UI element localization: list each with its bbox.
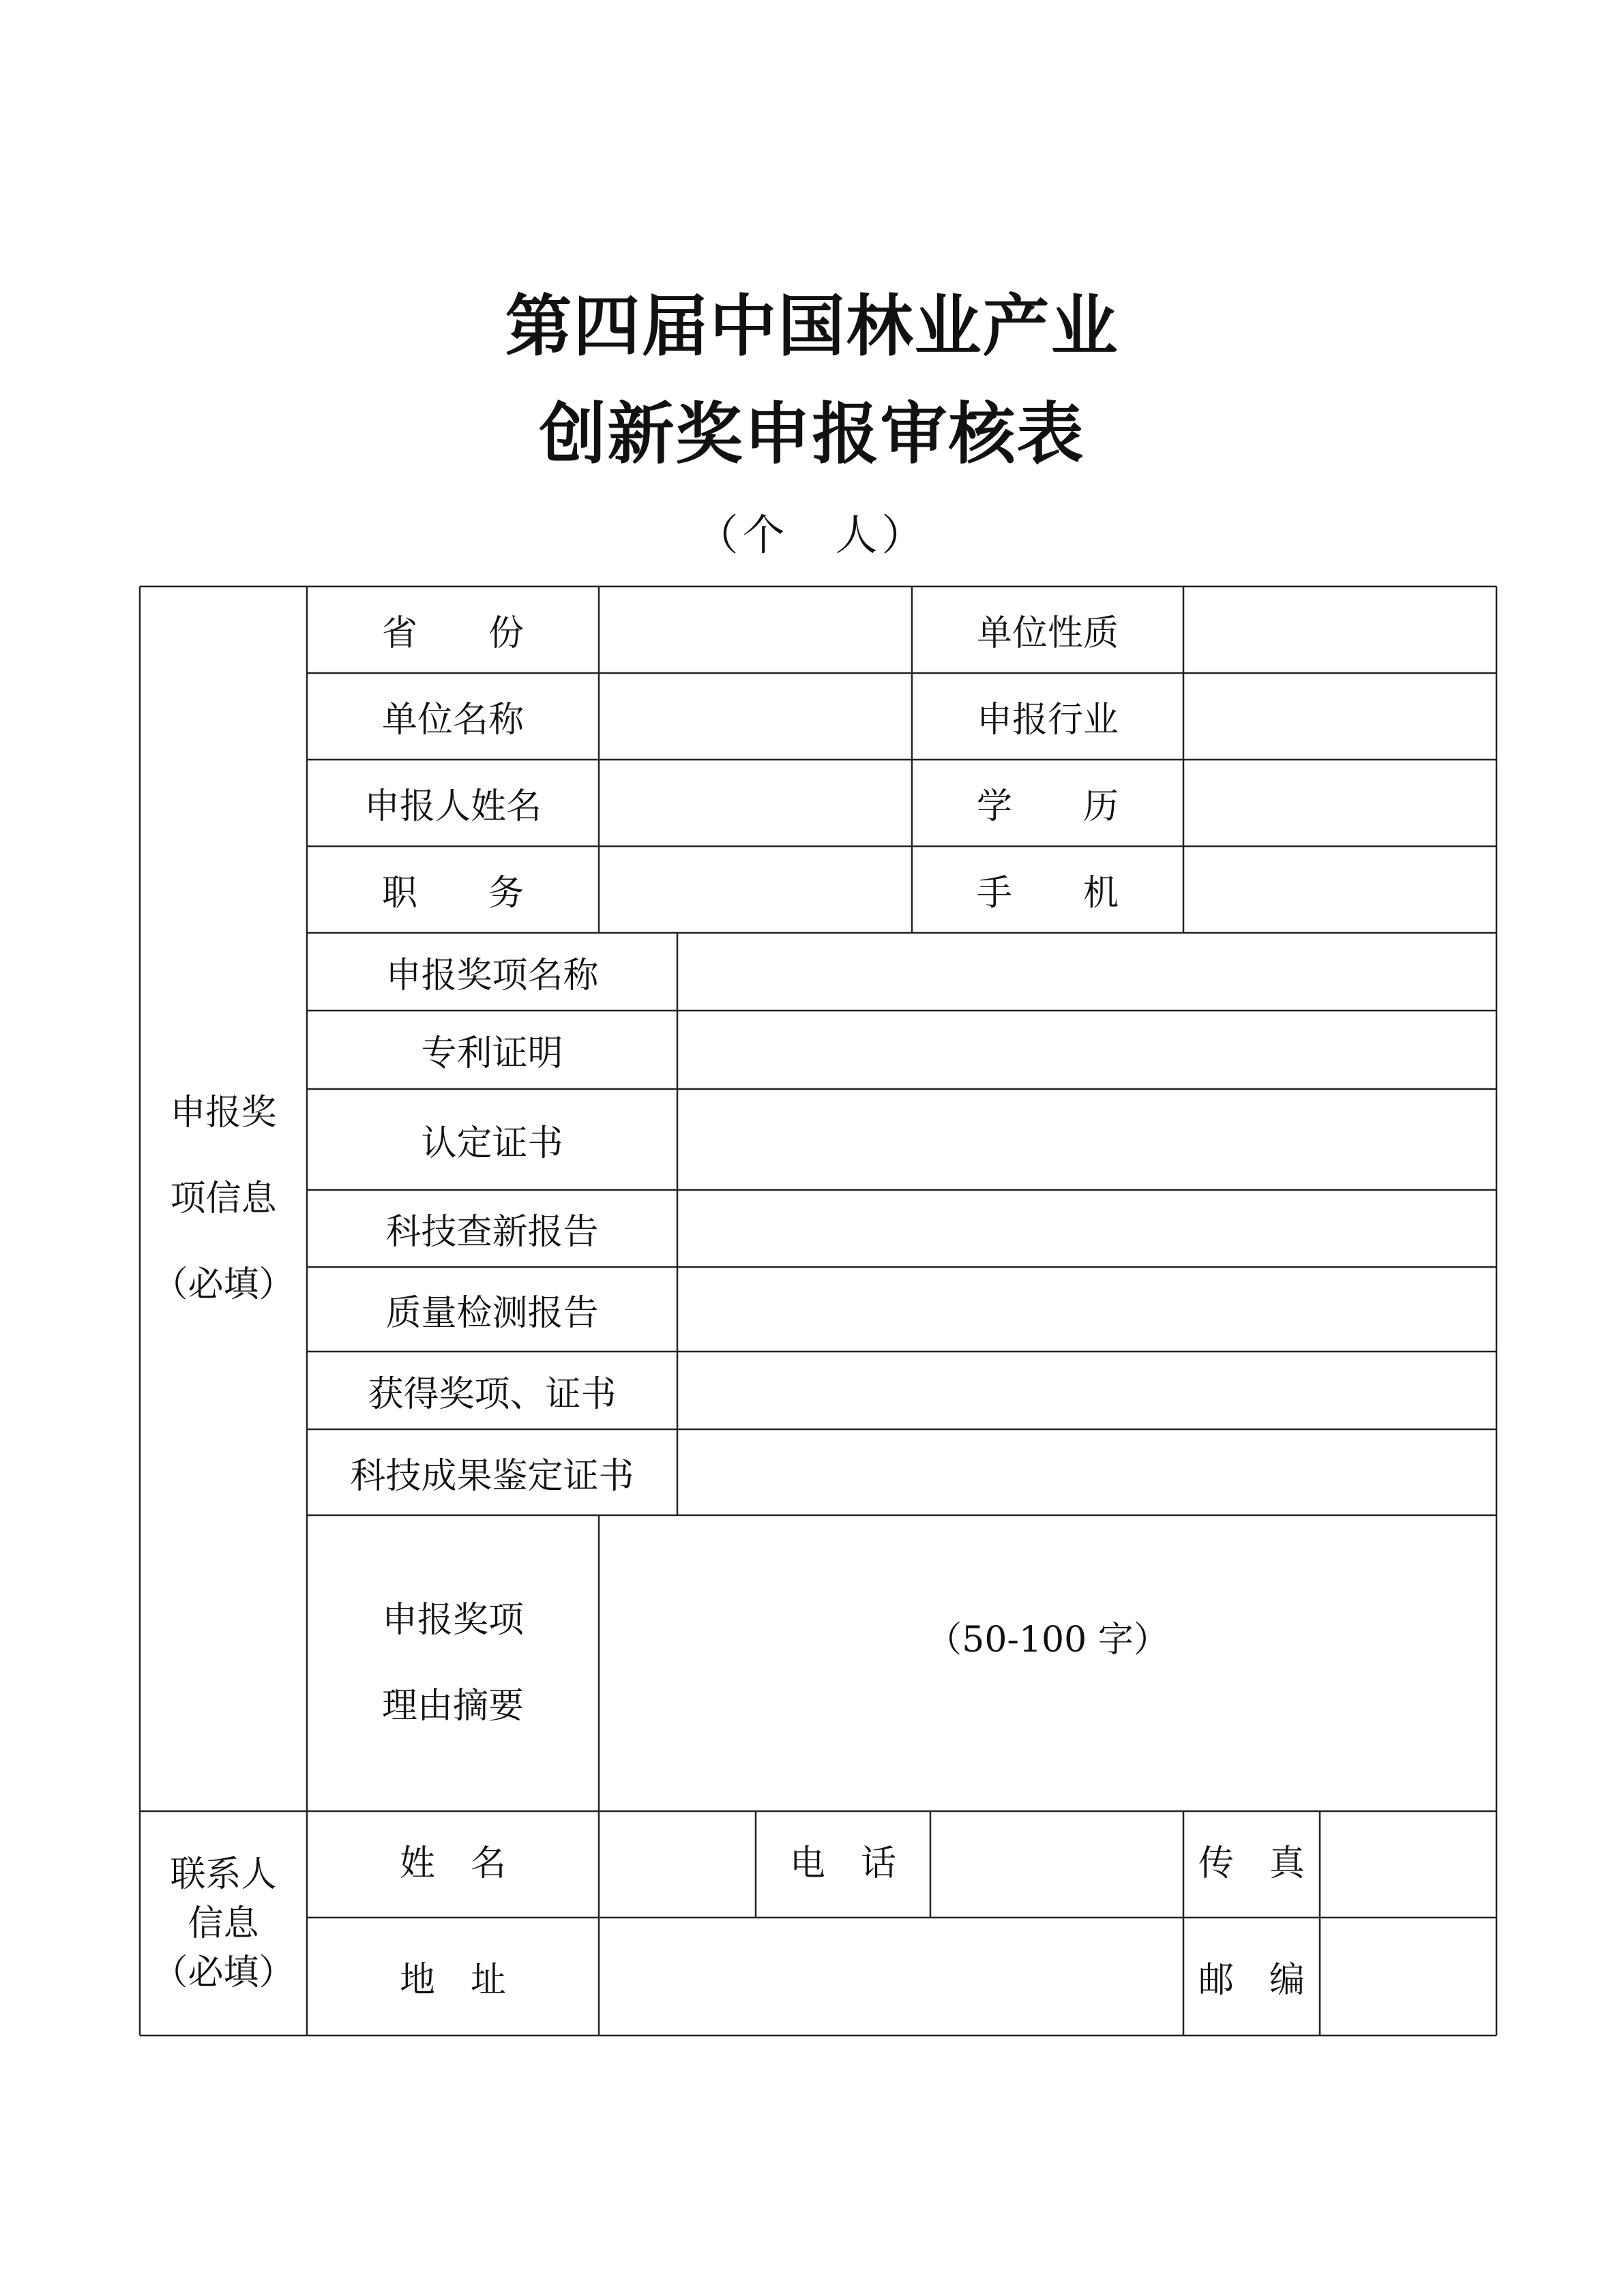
label-unit-nature: 单位性质 xyxy=(976,613,1119,654)
section-contact-line1: 联系人 xyxy=(170,1853,277,1895)
novelty-report-field[interactable] xyxy=(677,1190,1496,1267)
form-subtitle: （个 人） xyxy=(696,510,928,560)
label-quality-report: 质量检测报告 xyxy=(385,1292,599,1334)
label-position: 职 务 xyxy=(381,873,524,914)
contact-name-field[interactable] xyxy=(599,1811,756,1918)
province-field[interactable] xyxy=(599,586,912,673)
section-award-line3: （必填） xyxy=(152,1264,295,1305)
contact-phone-field[interactable] xyxy=(930,1811,1183,1918)
label-award-name: 申报奖项名称 xyxy=(385,955,599,996)
label-reason-line2: 理由摘要 xyxy=(381,1686,524,1727)
patent-field[interactable] xyxy=(677,1011,1496,1089)
unit-name-field[interactable] xyxy=(599,673,912,760)
label-certificate: 认定证书 xyxy=(421,1122,563,1164)
label-unit-name: 单位名称 xyxy=(381,700,524,741)
label-reason-summary xyxy=(307,1515,599,1811)
applicant-name-field[interactable] xyxy=(599,760,912,846)
label-contact-postcode: 邮 编 xyxy=(1198,1960,1305,2001)
form-title-line2: 创新奖申报审核表 xyxy=(539,396,1085,473)
label-contact-phone: 电 话 xyxy=(789,1843,896,1884)
mobile-field[interactable] xyxy=(1183,846,1496,933)
appraisal-field[interactable] xyxy=(677,1429,1496,1515)
contact-address-field[interactable] xyxy=(599,1918,1183,2036)
label-patent: 专利证明 xyxy=(421,1033,563,1074)
label-province: 省 份 xyxy=(381,613,524,654)
label-industry: 申报行业 xyxy=(976,700,1119,741)
section-award-line2: 项信息 xyxy=(170,1178,277,1219)
label-reason-line1: 申报奖项 xyxy=(381,1600,524,1641)
contact-postcode-field[interactable] xyxy=(1320,1918,1496,2036)
label-mobile: 手 机 xyxy=(976,873,1119,914)
label-contact-address: 地 址 xyxy=(399,1960,506,2001)
label-contact-fax: 传 真 xyxy=(1198,1843,1305,1884)
section-contact-info xyxy=(140,1811,307,2036)
section-contact-line2: 信息 xyxy=(188,1903,259,1944)
label-education: 学 历 xyxy=(976,786,1119,827)
education-field[interactable] xyxy=(1183,760,1496,846)
position-field[interactable] xyxy=(599,846,912,933)
contact-fax-field[interactable] xyxy=(1320,1811,1496,1918)
reason-summary-field[interactable]: （50-100 字） xyxy=(926,1619,1169,1660)
section-contact-line3: （必填） xyxy=(152,1952,295,1993)
certificate-field[interactable] xyxy=(677,1089,1496,1190)
awards-obtained-field[interactable] xyxy=(677,1352,1496,1429)
form-title-line1: 第四届中国林业产业 xyxy=(505,288,1119,366)
section-award-line1: 申报奖 xyxy=(170,1092,277,1133)
industry-field[interactable] xyxy=(1183,673,1496,760)
label-contact-name: 姓 名 xyxy=(399,1843,506,1884)
unit-nature-field[interactable] xyxy=(1183,586,1496,673)
label-awards-obtained: 获得奖项、证书 xyxy=(368,1373,617,1415)
section-award-info xyxy=(140,586,307,1811)
award-name-field[interactable] xyxy=(677,933,1496,1011)
label-appraisal: 科技成果鉴定证书 xyxy=(350,1455,634,1497)
label-applicant-name: 申报人姓名 xyxy=(364,786,542,827)
quality-report-field[interactable] xyxy=(677,1267,1496,1352)
label-novelty-report: 科技查新报告 xyxy=(385,1212,599,1253)
